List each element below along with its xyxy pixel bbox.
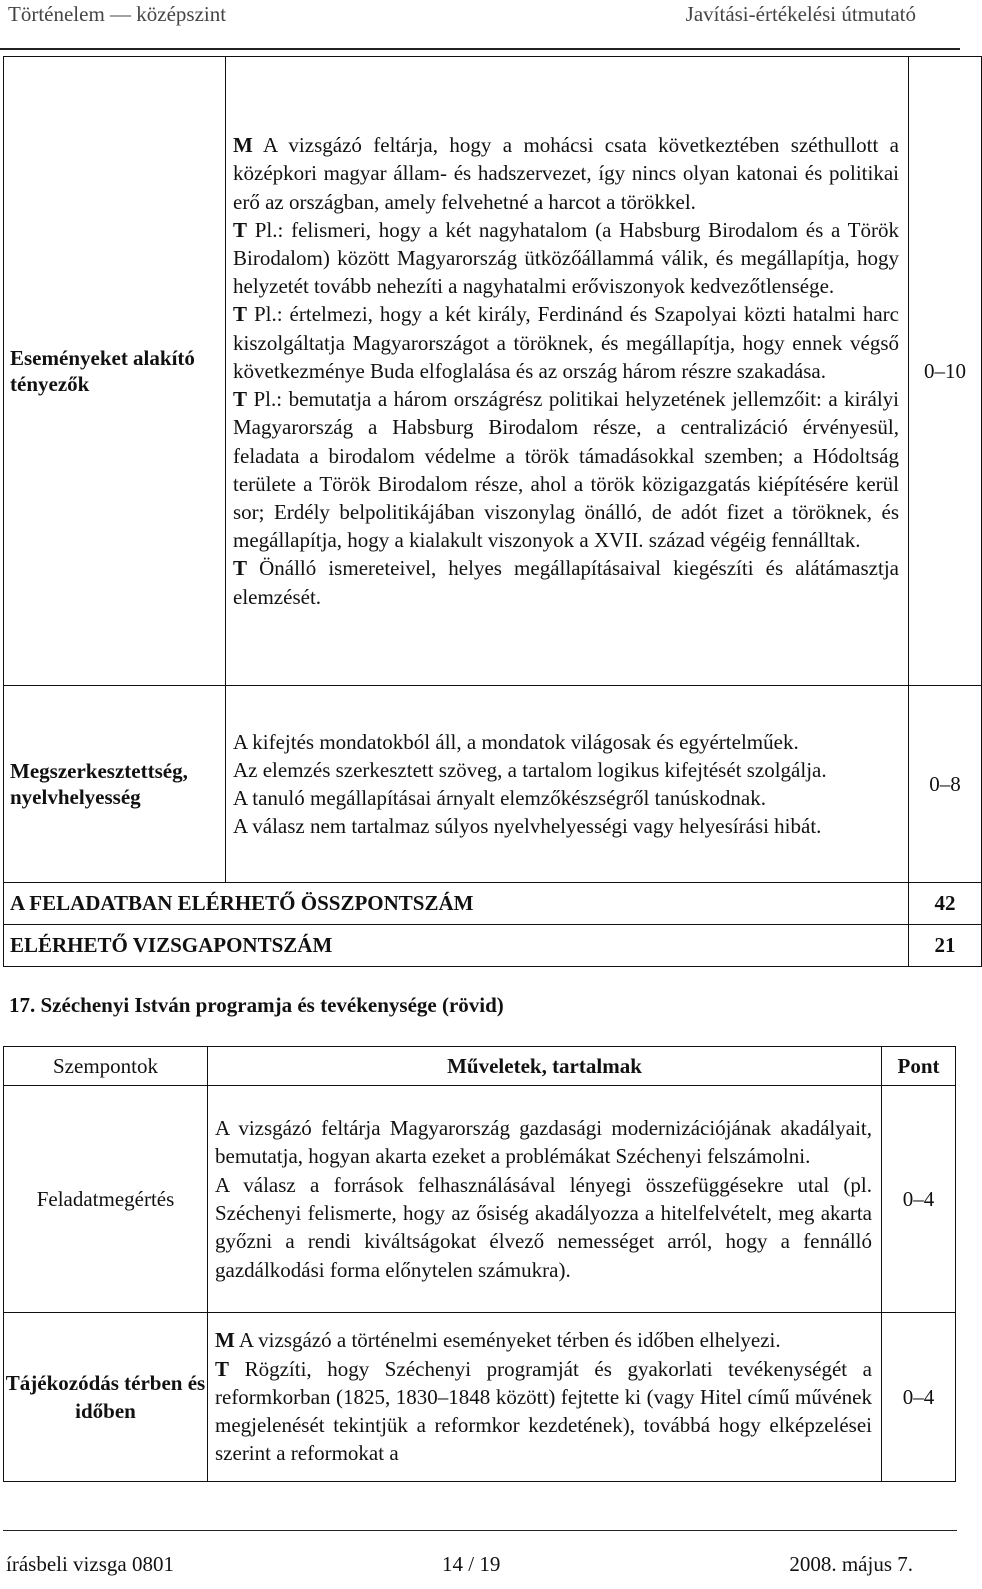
criterion-text: Pl.: bemutatja a három országrész politikai helyzetének jellemzőit: a királyi Magyarország a Habsburg Birodalom része, a centralizáció érvényesül, feladata a birodalom védelme a török támadásokkal szemben; a Hódoltság területe a Török Birodalom része, ahol a török közigazgatás kiépítésére kerül sor; Erdély belpolitikájában viszonylag önálló, de adót fizet a töröknek, és megállapítja, hogy a kialakult viszonyok a XVII. század végéig fennálltak. [233,387,899,553]
exam-total-value: 21 [909,925,982,967]
header-doc-type: Javítási-értékelési útmutató [685,2,916,26]
criterion-paragraph [215,1326,872,1354]
total-row [4,883,982,925]
criterion-paragraph [215,1355,872,1468]
points-cell: 0–4 [882,1313,956,1482]
criterion-text: A vizsgázó feltárja, hogy a mohácsi csata következtében széthullott a középkori magyar állam- és hadszervezet, így nincs olyan katonai és politikai erő az országban, amely felvehetné a harcot a törökkel. [233,133,899,214]
header-aspect: Szempontok [4,1047,208,1086]
header-points: Pont [882,1047,956,1086]
aspect-cell: Eseményeket alakító tényezők [4,57,226,686]
header-content: Műveletek, tartalmak [208,1047,882,1086]
aspect-cell: Feladatmegértés [4,1086,208,1313]
total-row [4,925,982,967]
criterion-paragraph: A vizsgázó feltárja Magyarország gazdasági modernizációjának akadályait, bemutatja, hogyan akarta ezeket a problémákat Széchenyi felszámolni. [215,1116,872,1169]
table-header-row [4,1047,956,1086]
scoring-table-16 [3,56,982,967]
content-cell [226,57,909,686]
exam-total-label: ELÉRHETŐ VIZSGAPONTSZÁM [4,925,909,967]
page-header [0,0,960,50]
points-cell: 0–4 [882,1086,956,1313]
criterion-paragraph [233,554,899,610]
criterion-text: Pl.: felismeri, hogy a két nagyhatalom (a Habsburg Birodalom és a Török Birodalom) között Magyarország ütközőállammá válik, és megállapítja, hogy helyzetét tovább nehezíti a nagyhatalmi erőviszonyok kedvezőtlensége. [233,217,899,299]
aspect-cell: Megszerkesztettség, nyelvhelyesség [4,686,226,883]
criterion-paragraph [233,216,899,301]
criterion-text: Pl.: értelmezi, hogy a két király, Ferdinánd és Szapolyai közti hatalmi harc kiszolgáltatja Magyarországot a töröknek, és megállapítja, hogy ennek végső következménye Buda elfoglalása és az ország három részre szakadása. [233,302,899,383]
content-cell [208,1086,882,1313]
table-row [4,686,982,883]
criterion-paragraph: A kifejtés mondatokból áll, a mondatok világosak és egyértelműek. [233,729,799,754]
table-row [4,1086,956,1313]
level-marker: T [215,1356,230,1381]
criterion-paragraph: A válasz a források felhasználásával lényegi összefüggésekre utal (pl. Széchenyi felismerte, hogy az ősiség akadályozza a hitelfelvételt, meg akarta győzni a rendi kiváltságokat élvező nemességet arról, hogy a fennálló gazdálkodási forma előnytelen számukra). [215,1172,872,1282]
criterion-paragraph: A válasz nem tartalmaz súlyos nyelvhelyességi vagy helyesírási hibát. [233,814,822,839]
aspect-cell: Tájékozódás térben és időben [4,1313,208,1482]
criterion-text: Rögzíti, hogy Széchenyi programját és gyakorlati tevékenységét a reformkorban (1825, 1830–1848 között) fejtette ki (vagy Hitel című művének megjelenését tekintjük a reformkor kezdetének), továbbá hogy elképzelései szerint a reformokat a [215,1356,872,1466]
level-marker: M [233,133,253,158]
level-marker: T [233,217,248,242]
section-title: 17. Széchenyi István programja és tevékenysége (rövid) [9,993,504,1017]
criterion-paragraph [233,131,899,216]
criterion-text: A vizsgázó a történelmi eseményeket térben és időben elhelyezi. [234,1328,781,1353]
task-total-value: 42 [909,883,982,925]
footer-date: 2008. május 7. [789,1552,913,1576]
criterion-paragraph: A tanuló megállapításai árnyalt elemzőkészségről tanúskodnak. [233,786,766,810]
table-row [4,1313,956,1482]
header-subject: Történelem — középszint [8,2,227,26]
footer-page-number: 14 / 19 [442,1552,501,1576]
level-marker: T [233,556,248,581]
level-marker: T [233,387,248,412]
level-marker: T [233,302,248,327]
points-cell: 0–8 [909,686,982,883]
footer-exam-code: írásbeli vizsga 0801 [6,1552,174,1576]
scoring-table-17 [3,1046,956,1482]
level-marker: M [215,1328,235,1353]
criterion-paragraph [233,300,899,385]
content-cell [226,686,909,883]
criterion-paragraph [233,385,899,554]
criterion-text: Önálló ismereteivel, helyes megállapításaival kiegészíti és alátámasztja elemzését. [233,556,899,609]
footer-divider [3,1530,957,1531]
content-cell [208,1313,882,1482]
table-row [4,57,982,686]
points-cell: 0–10 [909,57,982,686]
page-footer [0,1530,960,1589]
criterion-paragraph: Az elemzés szerkesztett szöveg, a tartalom logikus kifejtését szolgálja. [233,757,827,782]
task-total-label: A FELADATBAN ELÉRHETŐ ÖSSZPONTSZÁM [4,883,909,925]
